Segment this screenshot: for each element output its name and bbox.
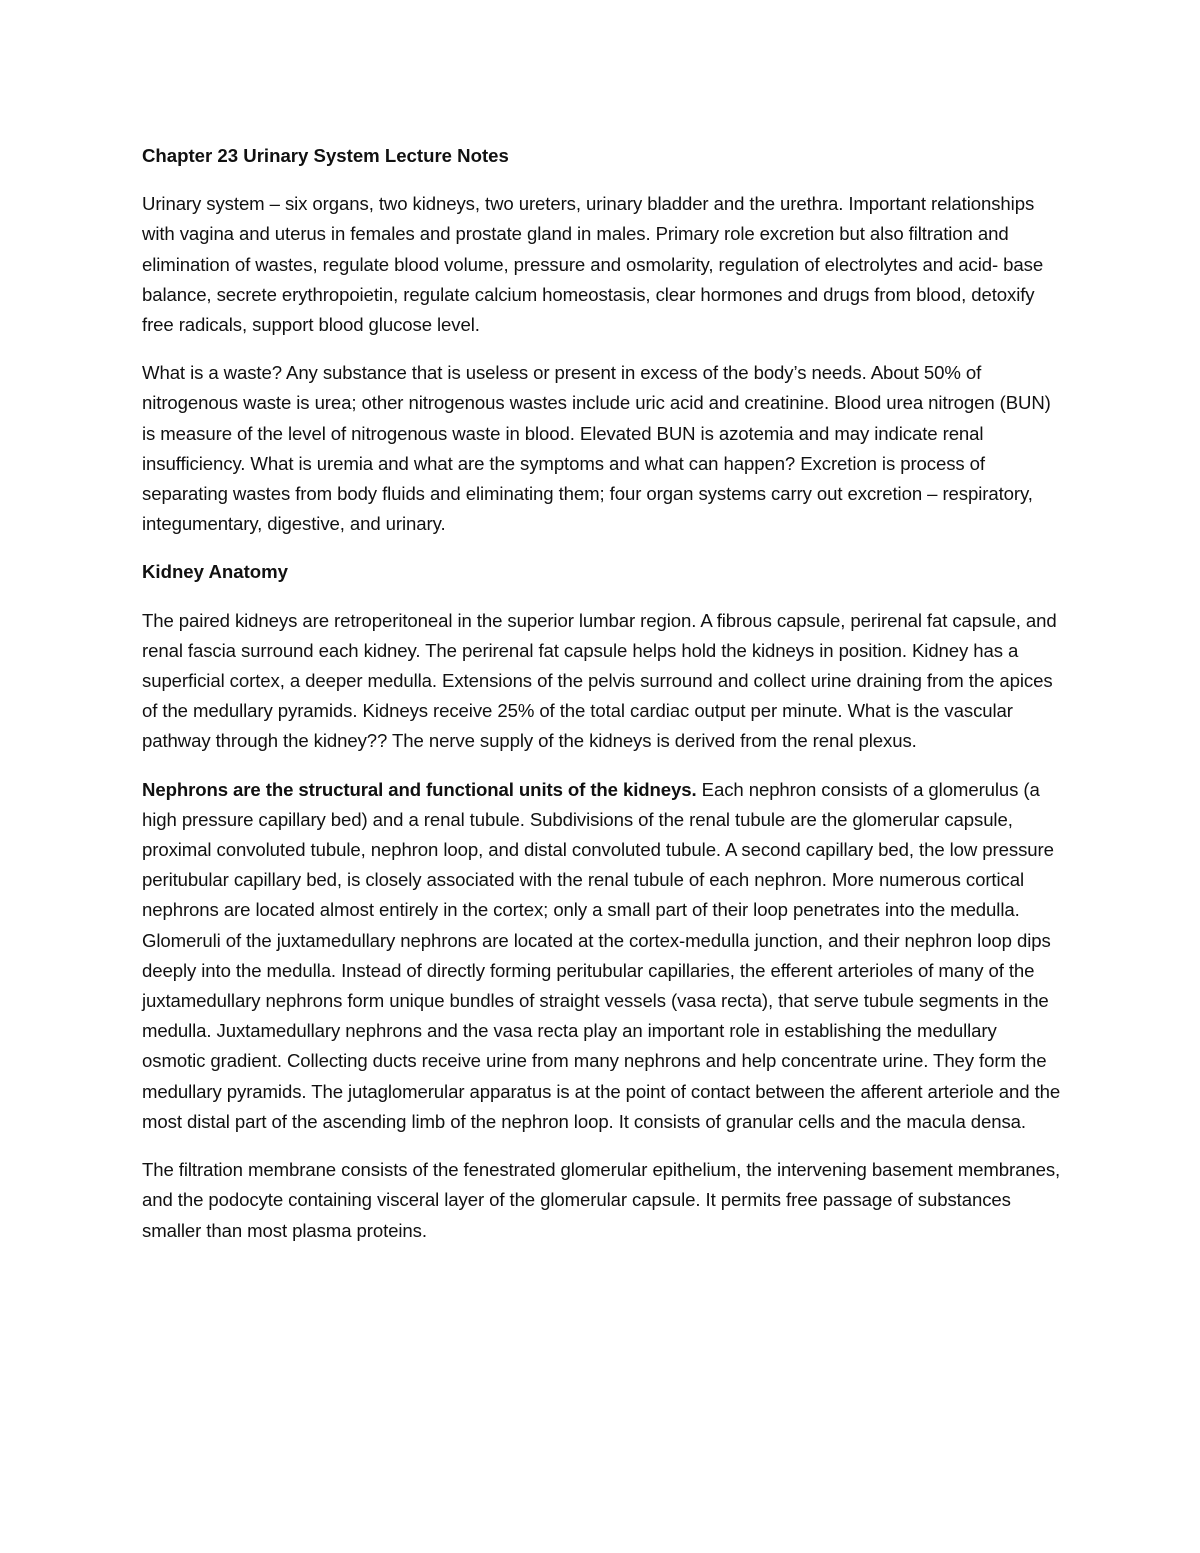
paragraph-nephrons	[142, 775, 1062, 1137]
paragraph-waste: What is a waste? Any substance that is useless or present in excess of the body’s needs. About 50% of nitrogenous waste is urea; other nitrogenous wastes include uric acid and creatinine. Blood urea nitrogen (BUN) is measure of the level of nitrogenous waste in blood. Elevated BUN is azotemia and may indicate renal insufficiency. What is uremia and what are the symptoms and what can happen? Excretion is process of separating wastes from body fluids and eliminating them; four organ systems carry out excretion – respiratory, integumentary, digestive, and urinary.	[142, 362, 1051, 535]
nephrons-body: Each nephron consists of a glomerulus (a high pressure capillary bed) and a renal tubule. Subdivisions of the renal tubule are the glomerular capsule, proximal convoluted tubule, nephron loop, and distal convoluted tubule. A second capillary bed, the low pressure peritubular capillary bed, is closely associated with the renal tubule of each nephron. More numerous cortical nephrons are located almost entirely in the cortex; only a small part of their loop penetrates into the medulla. Glomeruli of the juxtamedullary nephrons are located at the cortex-medulla junction, and their nephron loop dips deeply into the medulla. Instead of directly forming peritubular capillaries, the efferent arterioles of many of the juxtamedullary nephrons form unique bundles of straight vessels (vasa recta), that serve tubule segments in the medulla. Juxtamedullary nephrons and the vasa recta play an important role in establishing the medullary osmotic gradient. Collecting ducts receive urine from many nephrons and help concentrate urine. They form the medullary pyramids. The jutaglomerular apparatus is at the point of contact between the afferent arteriole and the most distal part of the ascending limb of the nephron loop. It consists of granular cells and the macula densa.	[142, 778, 1061, 1132]
paragraph-filtration-membrane: The filtration membrane consists of the fenestrated glomerular epithelium, the intervening basement membranes, and the podocyte containing visceral layer of the glomerular capsule. It permits free passage of substances smaller than most plasma proteins.	[142, 1159, 1061, 1241]
paragraph-kidney-anatomy: The paired kidneys are retroperitoneal in the superior lumbar region. A fibrous capsule, perirenal fat capsule, and renal fascia surround each kidney. The perirenal fat capsule helps hold the kidneys in position. Kidney has a superficial cortex, a deeper medulla. Extensions of the pelvis surround and collect urine draining from the apices of the medullary pyramids. Kidneys receive 25% of the total cardiac output per minute. What is the vascular pathway through the kidney?? The nerve supply of the kidneys is derived from the renal plexus.	[142, 609, 1057, 752]
heading-kidney-anatomy: Kidney Anatomy	[142, 561, 289, 583]
nephrons-bold-lead: Nephrons are the structural and functional units of the kidneys.	[142, 778, 697, 800]
document-page	[142, 141, 1062, 1264]
paragraph-urinary-system: Urinary system – six organs, two kidneys, two ureters, urinary bladder and the urethra. Important relationships with vagina and uterus in females and prostate gland in males. Primary role excretion but also filtration and elimination of wastes, regulate blood volume, pressure and osmolarity, regulation of electrolytes and acid- base balance, secrete erythropoietin, regulate calcium homeostasis, clear hormones and drugs from blood, detoxify free radicals, support blood glucose level.	[142, 193, 1044, 336]
document-title: Chapter 23 Urinary System Lecture Notes	[142, 145, 509, 166]
